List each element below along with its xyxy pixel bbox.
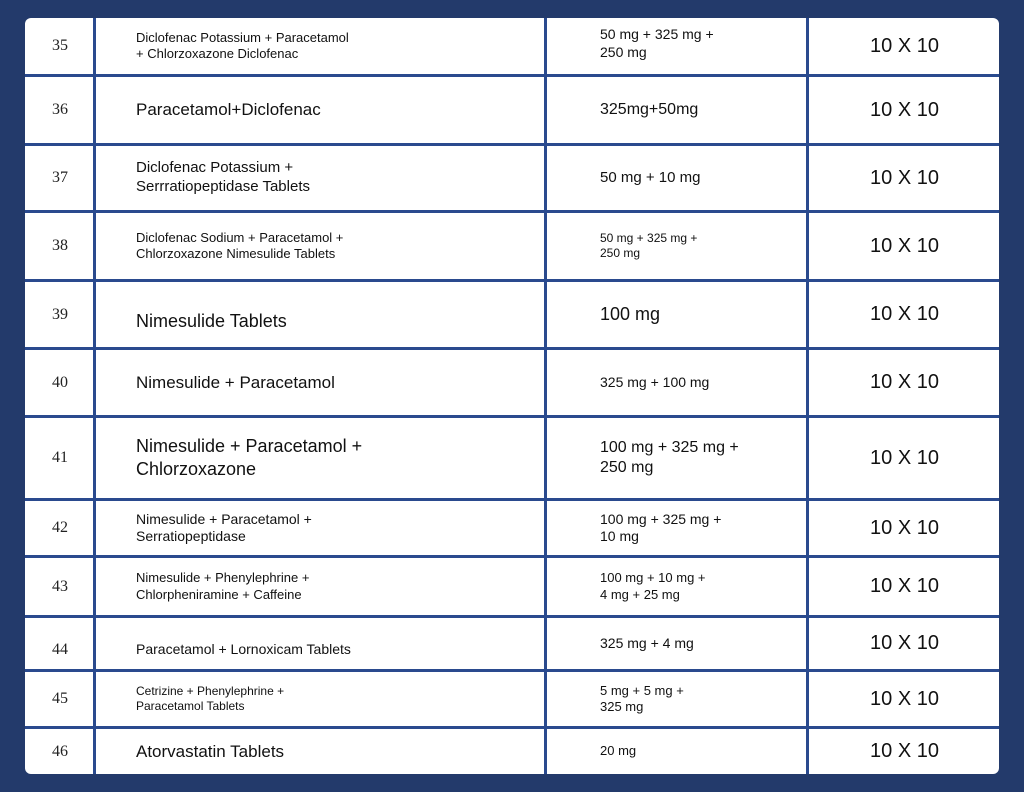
serial-number: 38 — [52, 237, 68, 254]
product-name: Cetrizine + Phenylephrine + Paracetamol Tablets — [136, 684, 285, 713]
product-table — [25, 18, 999, 774]
strength: 325mg+50mg — [600, 101, 699, 118]
strength: 50 mg + 325 mg + 250 mg — [600, 26, 714, 60]
table-row — [25, 558, 999, 615]
pack-size: 10 X 10 — [870, 632, 939, 654]
pack-size: 10 X 10 — [870, 98, 939, 121]
product-name: Atorvastatin Tablets — [136, 741, 285, 761]
pack-size: 10 X 10 — [870, 303, 939, 325]
table-row — [25, 418, 999, 498]
strength: 100 mg + 10 mg + 4 mg + 25 mg — [600, 570, 706, 602]
product-name: Nimesulide + Paracetamol + Chlorzoxazone — [136, 435, 363, 479]
serial-number: 40 — [52, 373, 68, 391]
strength: 20 mg — [600, 743, 637, 759]
table-row — [25, 729, 999, 774]
strength: 100 mg — [600, 304, 661, 325]
table-row — [25, 77, 999, 143]
pack-size: 10 X 10 — [870, 740, 939, 762]
serial-number: 42 — [52, 519, 68, 536]
pack-size: 10 X 10 — [870, 34, 939, 57]
pack-size: 10 X 10 — [870, 166, 939, 189]
product-name: Diclofenac Potassium + Serrratiopeptidase Tablets — [136, 159, 310, 195]
serial-number: 43 — [52, 577, 68, 595]
strength: 5 mg + 5 mg + 325 mg — [600, 682, 684, 714]
serial-number: 39 — [52, 305, 68, 323]
strength: 325 mg + 100 mg — [600, 373, 710, 390]
table-row — [25, 618, 999, 669]
serial-number: 41 — [52, 449, 68, 466]
serial-number: 45 — [52, 690, 68, 707]
table-row — [25, 350, 999, 415]
table-row — [25, 213, 999, 279]
strength: 50 mg + 10 mg — [600, 168, 701, 186]
product-name: Nimesulide Tablets — [136, 311, 287, 332]
product-name: Nimesulide + Paracetamol + Serratiopeptidase — [136, 510, 312, 544]
table-row — [25, 672, 999, 726]
product-name: Diclofenac Potassium + Paracetamol + Chlorzoxazone Diclofenac — [136, 29, 349, 61]
product-name: Diclofenac Sodium + Paracetamol + Chlorzoxazone Nimesulide Tablets — [136, 229, 344, 261]
pack-size: 10 X 10 — [870, 575, 939, 597]
product-name: Paracetamol+Diclofenac — [136, 100, 321, 120]
table-row — [25, 18, 999, 74]
serial-number: 36 — [52, 101, 68, 118]
serial-number: 46 — [52, 742, 68, 760]
pack-size: 10 X 10 — [870, 371, 939, 393]
serial-number: 37 — [52, 169, 68, 186]
pack-size: 10 X 10 — [870, 516, 939, 539]
serial-number: 44 — [52, 640, 68, 658]
strength: 50 mg + 325 mg + 250 mg — [600, 231, 698, 260]
table-row — [25, 282, 999, 347]
serial-number: 35 — [52, 37, 68, 54]
table-row — [25, 501, 999, 555]
pack-size: 10 X 10 — [870, 234, 939, 257]
strength: 100 mg + 325 mg + 10 mg — [600, 510, 722, 544]
pack-size: 10 X 10 — [870, 446, 939, 469]
strength: 100 mg + 325 mg + 250 mg — [600, 439, 739, 476]
product-name: Paracetamol + Lornoxicam Tablets — [136, 640, 351, 657]
product-name: Nimesulide + Paracetamol — [136, 372, 335, 392]
product-name: Nimesulide + Phenylephrine + Chlorpheniramine + Caffeine — [136, 570, 310, 602]
table-row — [25, 146, 999, 210]
strength: 325 mg + 4 mg — [600, 634, 694, 651]
pack-size: 10 X 10 — [870, 687, 939, 710]
